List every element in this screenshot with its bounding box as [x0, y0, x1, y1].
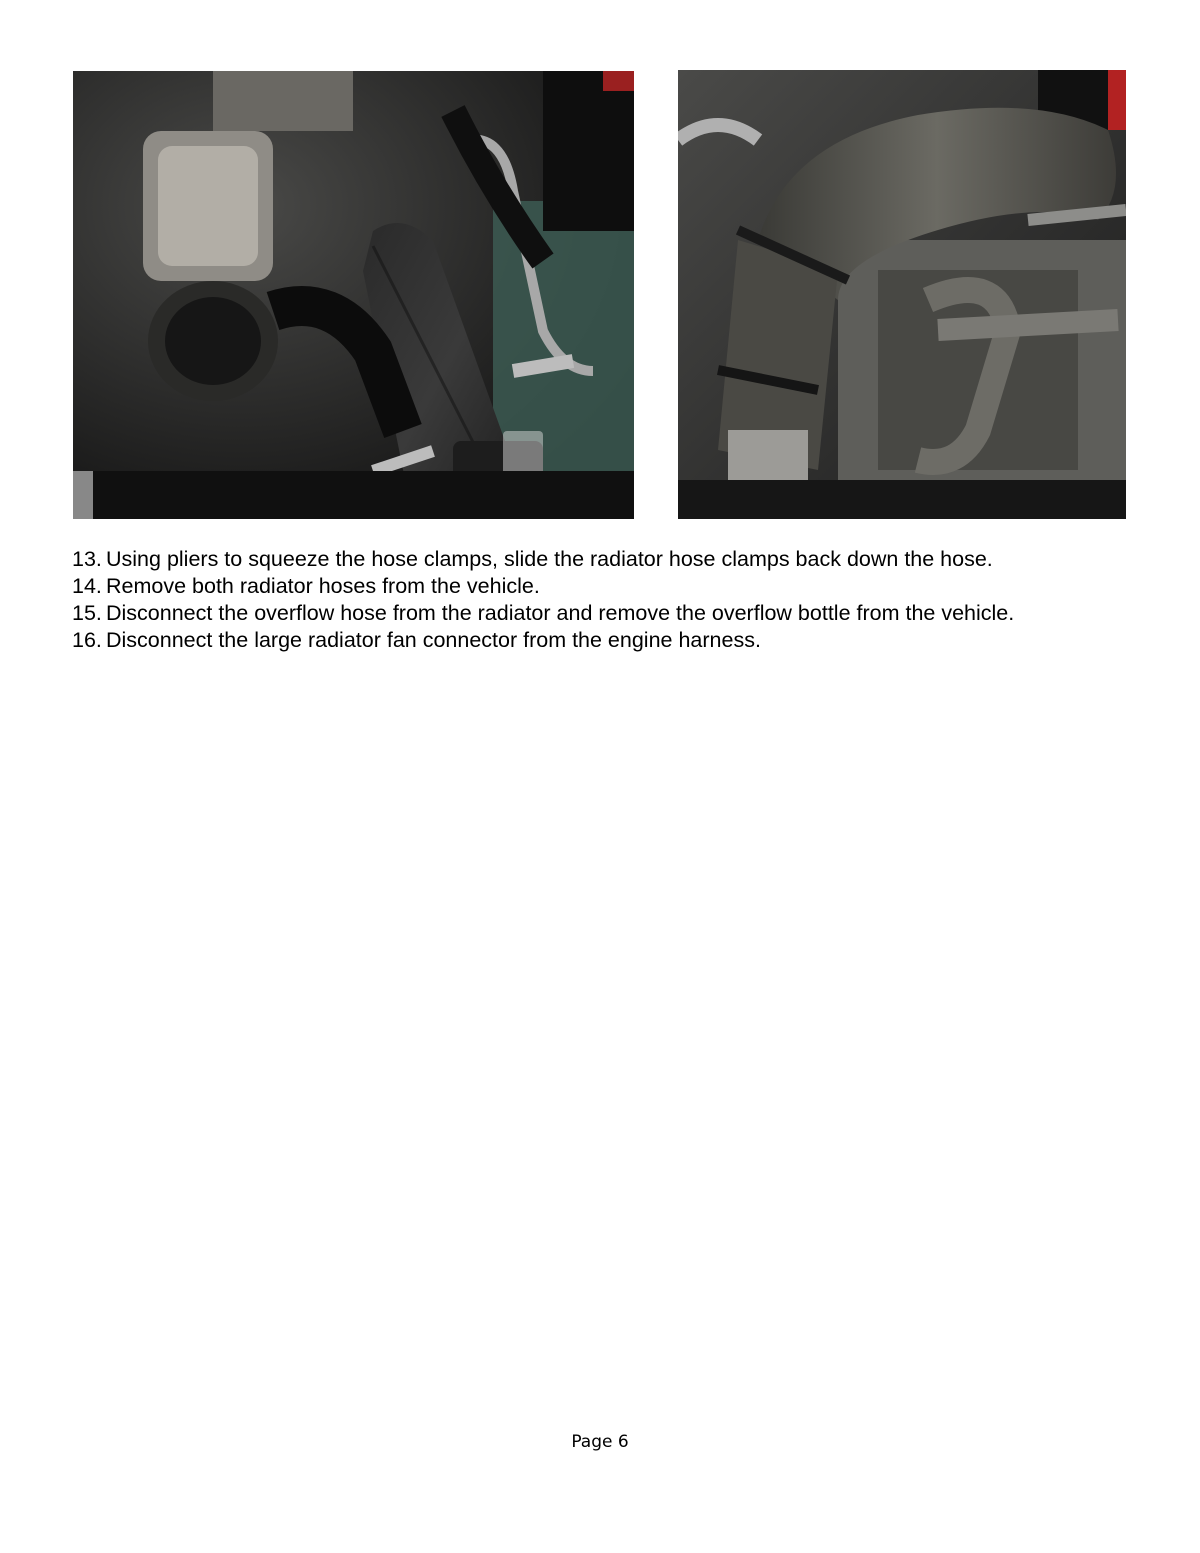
engine-bay-photo [73, 71, 634, 519]
list-item [72, 600, 1152, 627]
page-number: Page 6 [571, 1432, 629, 1452]
radiator-hose-illustration [678, 70, 1126, 519]
step-text: Remove both radiator hoses from the vehicle. [106, 574, 540, 598]
step-text: Disconnect the large radiator fan connector from the engine harness. [106, 628, 761, 652]
step-number: 13. [72, 547, 102, 571]
engine-bay-illustration [73, 71, 634, 519]
step-text: Disconnect the overflow hose from the radiator and remove the overflow bottle from the vehicle. [106, 601, 1015, 625]
radiator-hose-photo [678, 70, 1126, 519]
list-item [72, 546, 1152, 573]
list-item [72, 627, 1152, 654]
step-number: 15. [72, 601, 102, 625]
step-number: 16. [72, 628, 102, 652]
instruction-steps-list [72, 546, 1152, 654]
list-item [72, 573, 1152, 600]
step-text: Using pliers to squeeze the hose clamps, slide the radiator hose clamps back down the hose. [106, 547, 993, 571]
step-number: 14. [72, 574, 102, 598]
